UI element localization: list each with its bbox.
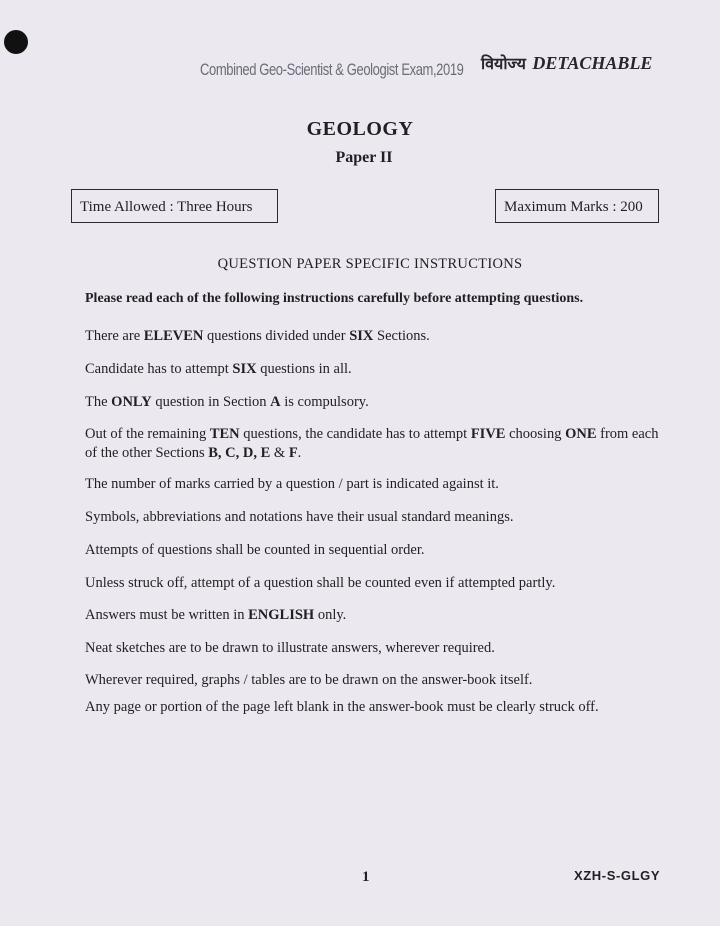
instruction-text: Attempts of questions shall be counted in sequential order.	[85, 542, 425, 558]
page-number: 1	[362, 869, 370, 885]
detachable-hindi: वियोज्य	[481, 54, 526, 73]
instruction-text: .	[297, 445, 302, 461]
instructions-lead: Please read each of the following instructions carefully before attempting questions.	[85, 291, 584, 306]
instruction-item	[85, 393, 660, 412]
instruction-item	[85, 606, 660, 625]
instruction-text: Out of the remaining	[85, 426, 210, 442]
instruction-text: The number of marks carried by a question / part is indicated against it.	[85, 476, 499, 492]
instruction-text: Answers must be written in	[85, 607, 249, 623]
instruction-text: F	[288, 445, 298, 461]
instruction-text: questions divided under	[203, 328, 350, 344]
exam-stamp: Combined Geo-Scientist & Geologist Exam,2019	[200, 60, 464, 79]
instruction-item	[85, 541, 660, 560]
instruction-text: SIX	[349, 328, 374, 344]
instruction-text: B, C, D, E	[208, 445, 271, 461]
instruction-text: The	[85, 394, 112, 410]
instruction-item	[85, 698, 660, 717]
instruction-item	[85, 671, 660, 690]
detachable-label	[481, 52, 652, 74]
paper-subtitle: Paper II	[335, 149, 393, 166]
instruction-text: Candidate has to attempt	[85, 361, 233, 377]
instruction-text: questions, the candidate has to attempt	[239, 426, 471, 442]
instruction-text: is compulsory.	[280, 394, 369, 410]
paper-title: GEOLOGY	[306, 118, 414, 140]
instruction-text: ONE	[565, 426, 597, 442]
instruction-text: Symbols, abbreviations and notations have their usual standard meanings.	[85, 509, 514, 525]
instruction-item	[85, 574, 660, 593]
instruction-item	[85, 360, 660, 379]
instruction-text: questions in all.	[256, 361, 352, 377]
instruction-text: Wherever required, graphs / tables are to be drawn on the answer-book itself.	[85, 672, 533, 688]
instruction-text: ENGLISH	[248, 607, 315, 623]
instruction-text: SIX	[232, 361, 257, 377]
instruction-text: choosing	[505, 426, 566, 442]
instruction-text: from each of the other Sections	[85, 426, 659, 461]
maximum-marks-box: Maximum Marks : 200	[495, 189, 659, 223]
instruction-text: Unless struck off, attempt of a question shall be counted even if attempted partly.	[85, 575, 556, 591]
instruction-text: FIVE	[470, 426, 506, 442]
instruction-text: question in Section	[151, 394, 271, 410]
instruction-item	[85, 639, 660, 658]
instruction-item	[85, 327, 660, 346]
paper-code: XZH-S-GLGY	[574, 868, 661, 883]
instruction-item	[85, 475, 660, 494]
instruction-text: A	[270, 394, 281, 410]
instruction-item	[85, 508, 660, 527]
instruction-text: ONLY	[111, 394, 152, 410]
instruction-text: ELEVEN	[143, 328, 204, 344]
time-allowed-box: Time Allowed : Three Hours	[71, 189, 278, 223]
instructions-heading: QUESTION PAPER SPECIFIC INSTRUCTIONS	[217, 256, 523, 272]
instruction-item	[85, 425, 660, 463]
instruction-text: TEN	[209, 426, 240, 442]
instruction-text: There are	[85, 328, 144, 344]
instruction-text: Any page or portion of the page left blank in the answer-book must be clearly struck off.	[85, 699, 599, 715]
instruction-text: only.	[314, 607, 347, 623]
instruction-text: &	[270, 445, 289, 461]
detachable-english: DETACHABLE	[532, 53, 653, 73]
punch-hole	[4, 30, 28, 54]
instruction-text: Neat sketches are to be drawn to illustrate answers, wherever required.	[85, 640, 495, 656]
instruction-text: Sections.	[373, 328, 430, 344]
